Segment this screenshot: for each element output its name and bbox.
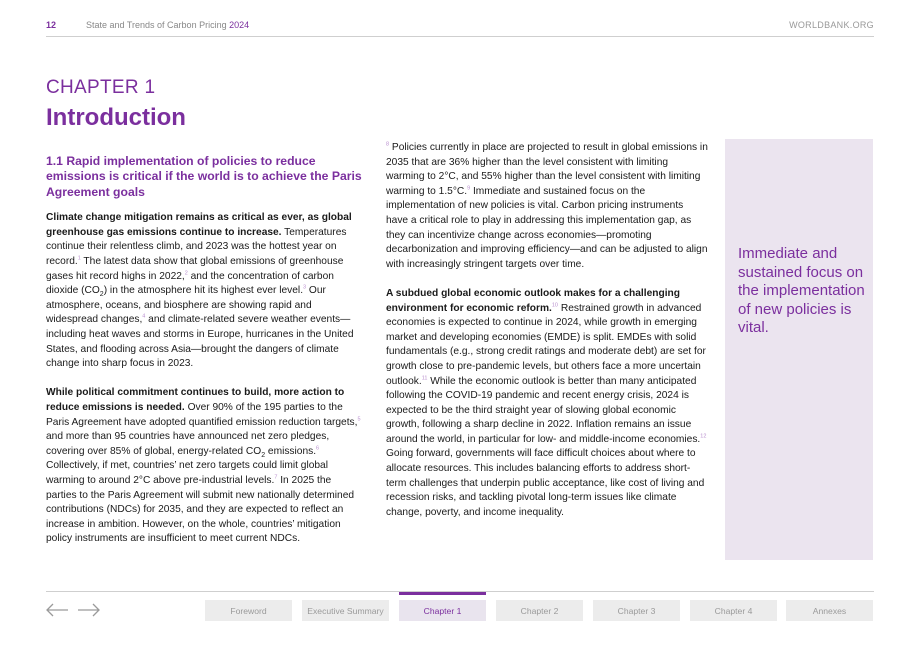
subscript: 2 bbox=[261, 451, 266, 459]
tab-foreword[interactable]: Foreword bbox=[205, 600, 292, 621]
text-run: Temperatures continue their relentless climb, and 2023 was the hottest year on record. bbox=[46, 226, 347, 267]
page-number: 12 bbox=[46, 20, 57, 30]
section-heading: 1.1 Rapid implementation of policies to reduce emissions is critical if the world is to achieve the Paris Agreement goals bbox=[46, 154, 362, 199]
footnote-ref[interactable]: 6 bbox=[316, 445, 320, 452]
paragraph-1 bbox=[46, 211, 364, 372]
tab-chapter-1[interactable]: Chapter 1 bbox=[399, 600, 486, 621]
paragraph-3-lead: A subdued global economic outlook makes for a challenging environment for economic reform. bbox=[386, 287, 680, 314]
tab-annexes[interactable]: Annexes bbox=[786, 600, 873, 621]
paragraph-2 bbox=[46, 386, 364, 547]
footnote-ref[interactable]: 4 bbox=[142, 313, 146, 320]
footnote-ref[interactable]: 8 bbox=[386, 141, 390, 148]
text-run: Over 90% of the 195 parties to the Paris Agreement have adopted quantified emission reduction targets, bbox=[46, 401, 358, 428]
footnote-ref[interactable]: 1 bbox=[77, 255, 81, 262]
text-column-left bbox=[46, 154, 364, 561]
text-run: Immediate and sustained focus on the implementation of new policies is vital. Carbon pricing instruments have a critical role to play in addressing this implementation gap, as they can incentivize change across economies—promoting decarbonization and improving efficiency—and can be adjusted to align with increasingly stringent targets over time. bbox=[386, 185, 708, 270]
text-run: ) in the atmosphere hit its highest ever level. bbox=[103, 285, 304, 297]
tab-executive-summary[interactable]: Executive Summary bbox=[302, 600, 389, 621]
footnote-ref[interactable]: 3 bbox=[303, 284, 307, 291]
arrow-left-icon[interactable] bbox=[44, 600, 70, 620]
tab-chapter-4[interactable]: Chapter 4 bbox=[690, 600, 777, 621]
footnote-ref[interactable]: 2 bbox=[184, 270, 188, 277]
text-run: emissions. bbox=[265, 445, 317, 457]
tab-chapter-2[interactable]: Chapter 2 bbox=[496, 600, 583, 621]
text-run: Going forward, governments will face difficult choices about where to allocate resources. This includes balancing efforts to address short-term challenges that underpin public acceptance, like cost of living and recession risks, and tackling pivotal long-term issues like climate change, poverty, and income inequality. bbox=[386, 448, 705, 518]
text-run: Restrained growth in advanced economies is expected to continue in 2024, while growth in emerging market and developing economies (EMDE) is split. EMDEs with solid fundamentals (e.g., strong credit ratings and moderate debt) are set for growth close to pre-pandemic levels, but others face a more uncertain outlook. bbox=[386, 302, 706, 387]
text-run: Collectively, if met, countries’ net zero targets could limit global warming to around 2°C above pre-industrial levels. bbox=[46, 460, 328, 486]
text-run: Policies currently in place are projected to result in global emissions in 2035 that are 36% higher than the level consistent with limiting warming to 2°C, and 55% higher than the level consistent with limiting warming to 1.5°C. bbox=[386, 142, 708, 197]
tab-chapter-3[interactable]: Chapter 3 bbox=[593, 600, 680, 621]
footnote-ref[interactable]: 7 bbox=[274, 474, 278, 481]
page-header bbox=[46, 0, 874, 37]
active-tab-indicator bbox=[399, 592, 486, 595]
text-run: While the economic outlook is better than many anticipated following the COVID-19 pandemic and recent energy crisis, 2024 is expected to be the third straight year of slowing global economic growth, following a sharp decline in 2022. Inflation remains an issue around the world, in particular for low- and middle-income economies. bbox=[386, 375, 701, 445]
paragraph-1-lead: Climate change mitigation remains as critical as ever, as global greenhouse gas emissions continue to increase. bbox=[46, 212, 352, 238]
pull-quote: Immediate and sustained focus on the implementation of new policies is vital. bbox=[738, 245, 865, 337]
paragraph-3 bbox=[386, 287, 708, 521]
text-run: Our atmosphere, oceans, and biosphere are showing rapid and widespread changes, bbox=[46, 285, 326, 326]
text-run: and more than 95 countries have announced net zero pledges, covering over 85% of global, energy-related CO bbox=[46, 431, 330, 457]
text-run: and the concentration of carbon dioxide (CO bbox=[46, 270, 334, 297]
report-title bbox=[86, 20, 249, 30]
paragraph-2-continued bbox=[386, 141, 708, 272]
chapter-title: Introduction bbox=[46, 104, 186, 131]
text-column-right bbox=[386, 141, 708, 535]
footnote-ref[interactable]: 5 bbox=[357, 416, 361, 423]
text-run: and climate-related severe weather events—including heat waves and storms in Europe, hurricanes in the United States, and flooding across Asia—brought the dangers of climate change into sharp focus in 2023. bbox=[46, 314, 354, 370]
pull-quote-box bbox=[725, 139, 873, 560]
report-title-text: State and Trends of Carbon Pricing bbox=[86, 20, 227, 30]
footnote-ref[interactable]: 11 bbox=[421, 375, 428, 382]
arrow-right-icon[interactable] bbox=[76, 600, 102, 620]
text-run: The latest data show that global emissions of greenhouse gases hit record highs in 2022, bbox=[46, 256, 344, 282]
footnote-ref[interactable]: 12 bbox=[700, 433, 707, 440]
text-run: In 2025 the parties to the Paris Agreement will submit new nationally determined contributions (NDCs) for 2035, and they are expected to reflect an increase in ambition. However, on the whole, countries’ mitigation policy instruments are insufficient to meet current NDCs. bbox=[46, 474, 355, 545]
footnote-ref[interactable]: 10 bbox=[551, 302, 558, 309]
paragraph-2-lead: While political commitment continues to build, more action to reduce emissions is needed. bbox=[46, 387, 345, 413]
chapter-label: CHAPTER 1 bbox=[46, 77, 156, 98]
report-year: 2024 bbox=[229, 20, 250, 30]
footnote-ref[interactable]: 9 bbox=[467, 185, 471, 192]
subscript: 2 bbox=[99, 291, 104, 299]
site-link[interactable]: WORLDBANK.ORG bbox=[789, 20, 874, 30]
